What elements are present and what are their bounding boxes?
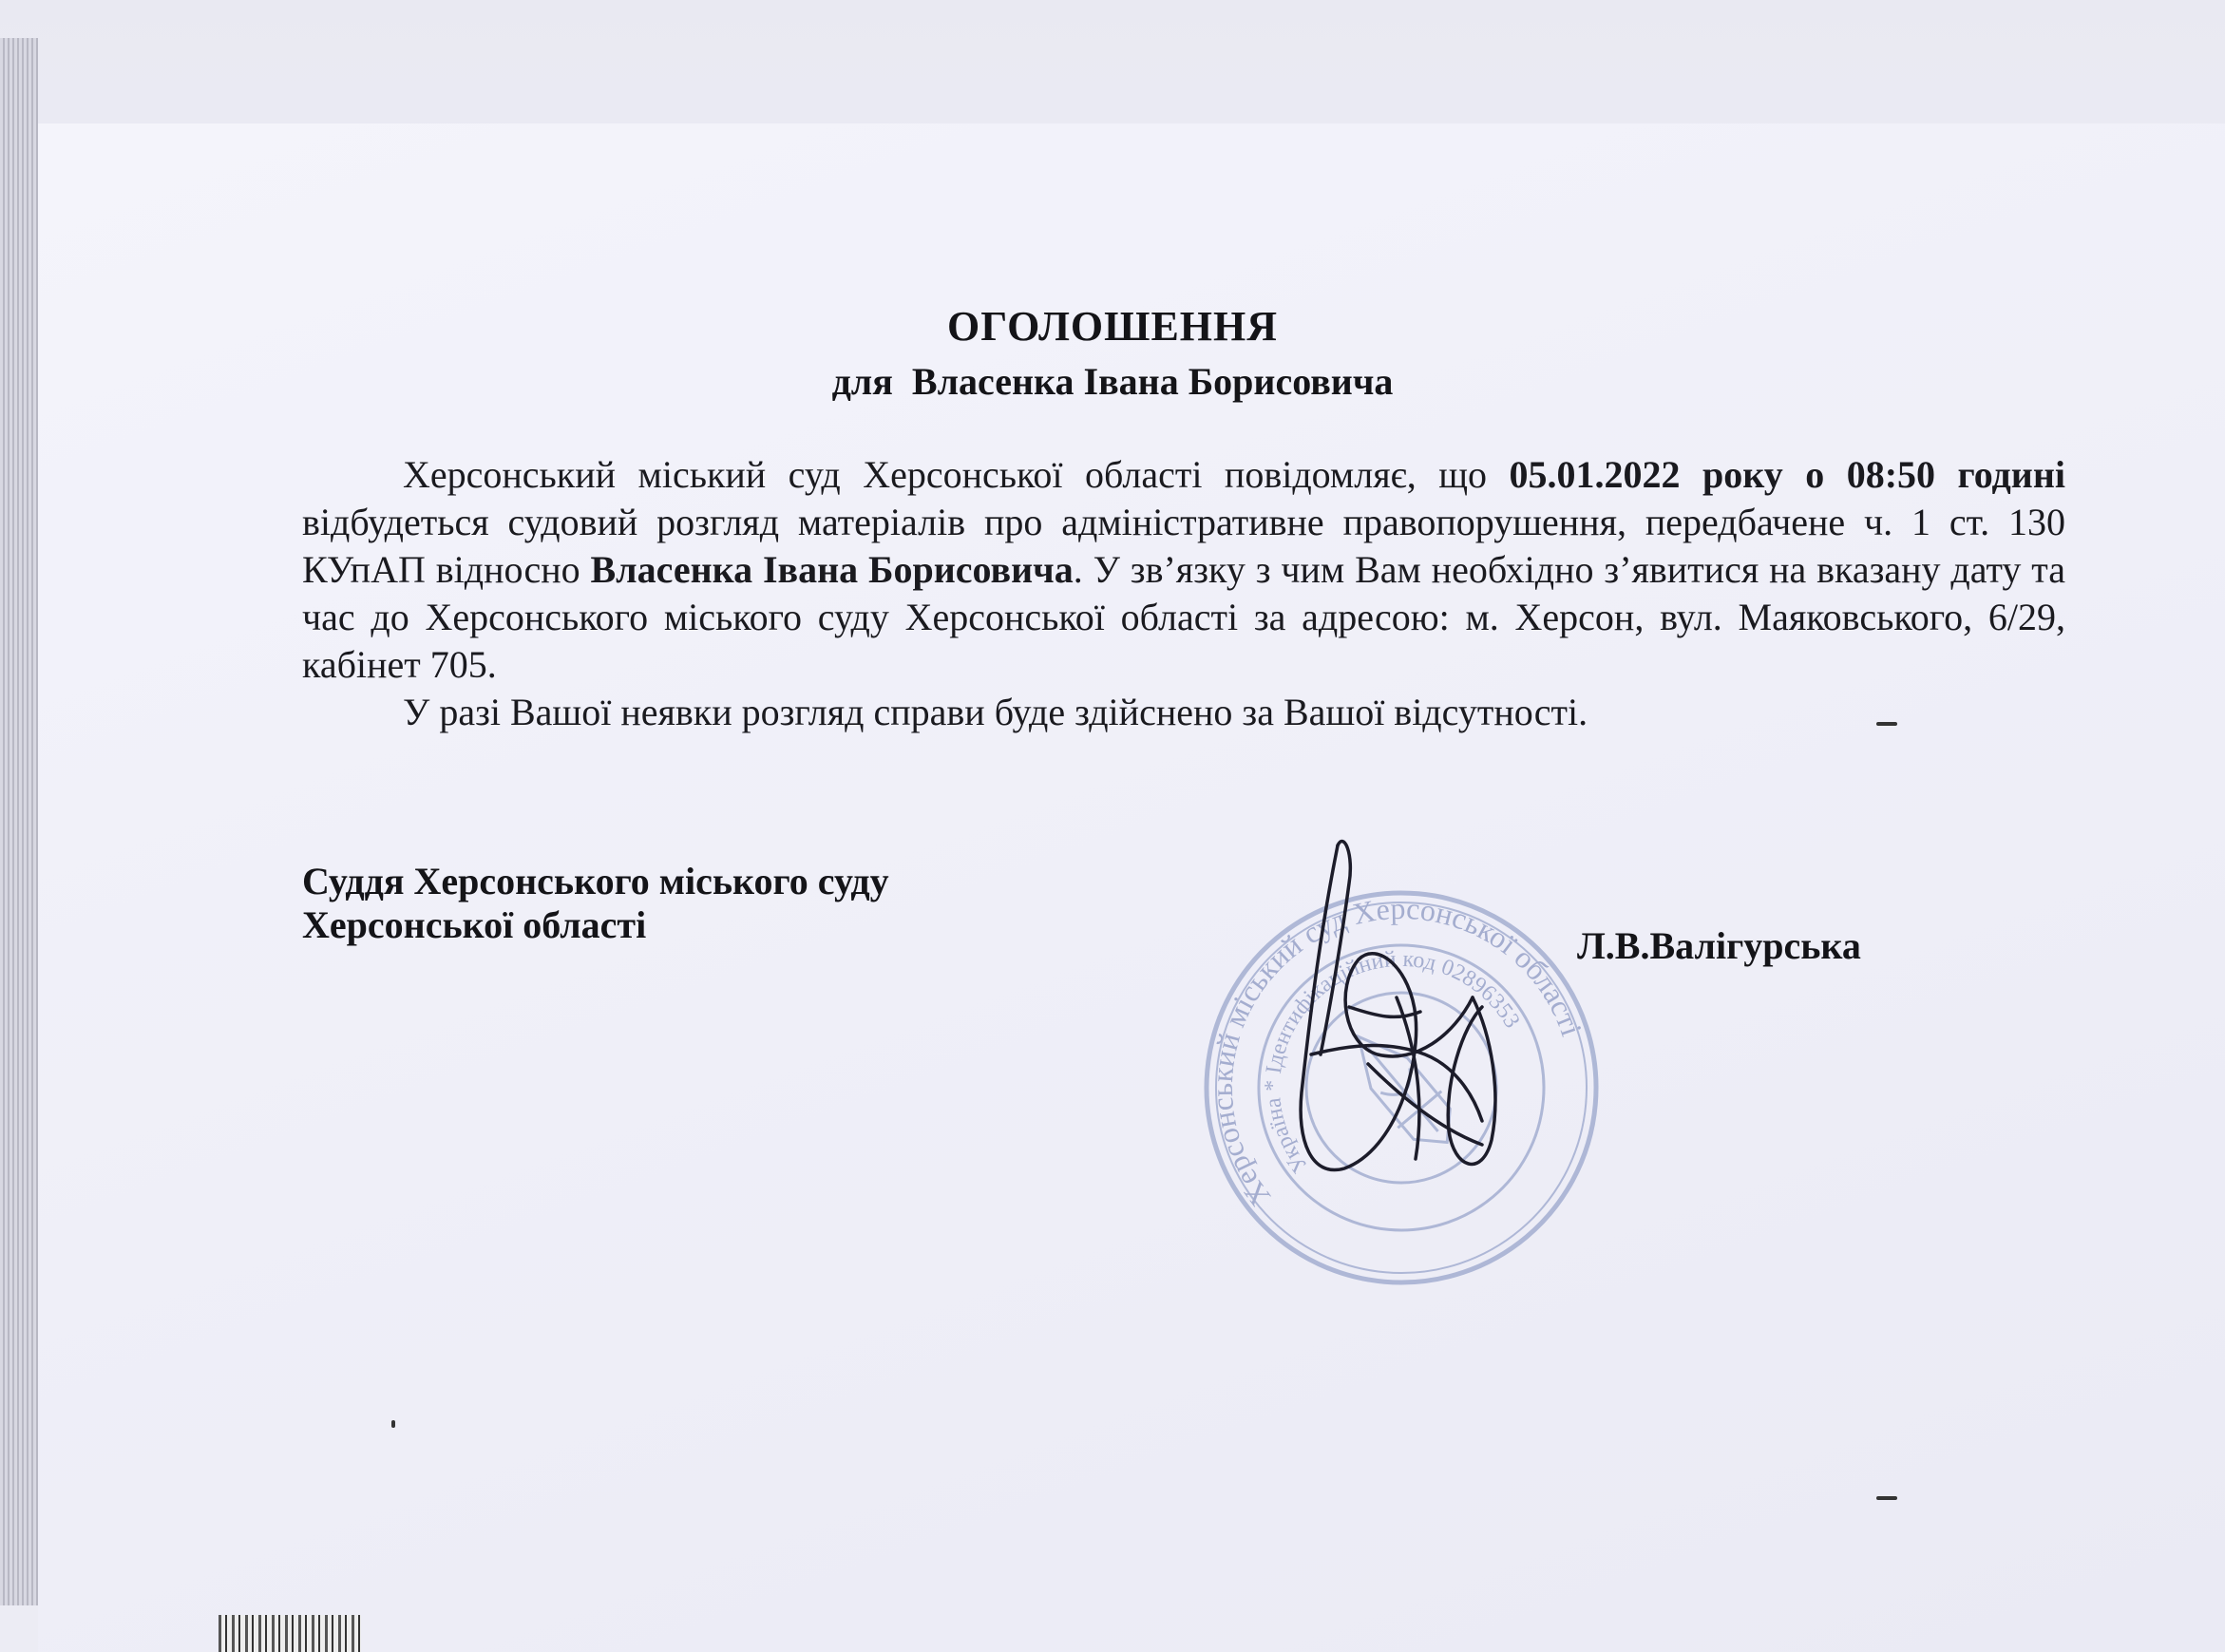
seal-inner-text: Україна * Ідентифікаційний код 02896353 [1260,946,1525,1178]
body-paragraph-2: У разі Вашої неявки розгляд справи буде здійснено за Вашої відсутності. [403,691,1588,733]
body-paragraph-1 [302,451,2065,689]
p1-text-c: . У зв’язку з чим Вам необхідно з’явитися на вказану дату та час до Херсонського міського суду Херсонської області за адресою: м. Херсон, вул. Маяковського, 6/29, кабінет 705. [302,548,2066,686]
barcode-strip [219,1615,361,1652]
speck-mark [1876,1496,1897,1500]
judge-position [302,860,889,947]
document-subtitle [0,359,2225,404]
p1-text-b: відбудеться судовий розгляд матеріалів про адміністративне правопорушення, передбачене ч. 1 ст. 130 КУпАП відносно [302,501,2065,591]
judge-position-line-2: Херсонської області [302,903,647,946]
defendant-name: Власенка Івана Борисовича [590,548,1074,591]
document-title: ОГОЛОШЕННЯ [946,303,1279,350]
judge-position-line-1: Суддя Херсонського міського суду [302,860,889,902]
speck-mark [1876,722,1897,726]
subtitle-prefix: для [831,360,893,403]
judge-name: Л.В.Валігурська [1577,924,1861,967]
hearing-datetime: 05.01.2022 року о 08:50 годині [1509,453,2065,496]
speck-mark [391,1420,395,1428]
p1-text-a: Херсонський міський суд Херсонської області повідомляє, що [403,453,1510,496]
document-body [302,451,2065,736]
seal-outer-text: Херсонський міський суд Херсонської області [1204,890,1589,1213]
paper-stack-edge [0,38,38,1605]
judge-signature [1254,817,1539,1216]
subtitle-name: Власенка Івана Борисовича [911,360,1394,403]
